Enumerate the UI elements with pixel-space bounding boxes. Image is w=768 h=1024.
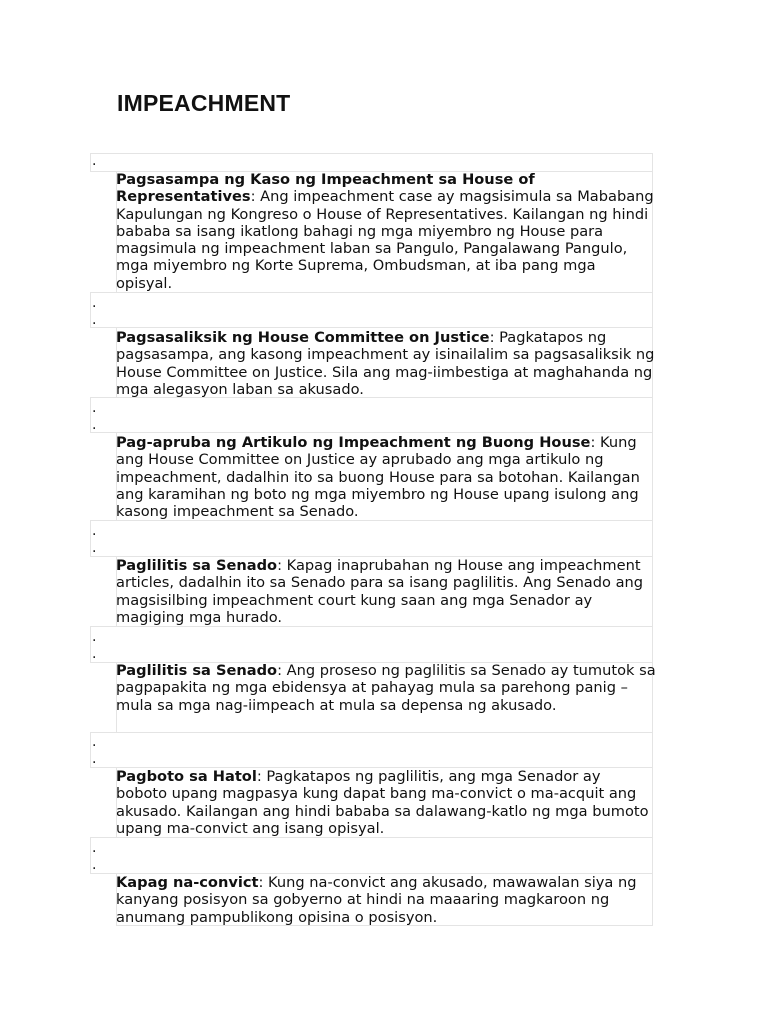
step-heading: Kapag na-convict bbox=[116, 874, 259, 891]
row-border bbox=[90, 292, 653, 328]
step-heading: Paglilitis sa Senado bbox=[116, 662, 278, 679]
bullet-dot: . bbox=[92, 629, 97, 645]
row-border bbox=[90, 397, 653, 433]
step-text: : Kung ang House Committee on Justice ay aprubado ang mga artikulo ng impeachment, dadalhin ito sa buong House para sa botohan. Kailangan ang karamihan ng boto ng mga miyembro ng House upang isulong ang kasong impeachment sa Senado. bbox=[116, 434, 640, 521]
step-heading: Pagsasaliksik ng House Committee on Justice bbox=[116, 329, 490, 346]
step-text: : Pagkatapos ng paglilitis, ang mga Senador ay boboto upang magpasya kung dapat bang ma-convict o ma-acquit ang akusado. Kailangan ang hindi bababa sa dalawang-katlo ng mga bumoto upang ma-convict ang isang opisyal. bbox=[116, 768, 649, 837]
bullet-dot: . bbox=[92, 295, 97, 311]
bullet-dot: . bbox=[92, 751, 97, 767]
row-border bbox=[90, 153, 653, 172]
bullet-dot: . bbox=[92, 417, 97, 433]
bullet-dot: . bbox=[92, 312, 97, 328]
bullet-dot: . bbox=[92, 857, 97, 873]
row-border bbox=[90, 837, 653, 874]
step-heading: Pagboto sa Hatol bbox=[116, 768, 257, 785]
step-heading: Pag-apruba ng Artikulo ng Impeachment ng Buong House bbox=[116, 434, 591, 451]
step-heading: Paglilitis sa Senado bbox=[116, 557, 278, 574]
step-text: : Kapag inaprubahan ng House ang impeachment articles, dadalhin ito sa Senado para sa isang paglilitis. Ang Senado ang magsisilbing impeachment court kung saan ang mga Senador ay magiging mga hurado. bbox=[116, 557, 644, 626]
bullet-dot: . bbox=[92, 646, 97, 662]
bullet-dot: . bbox=[92, 540, 97, 556]
bullet-dot: . bbox=[92, 734, 97, 750]
bullet-dot: . bbox=[92, 840, 97, 856]
step-text: : Pagkatapos ng pagsasampa, ang kasong impeachment ay isinailalim sa pagsasaliksik ng House Committee on Justice. Sila ang mag-iimbestiga at maghahanda ng mga alegasyon laban sa akusado. bbox=[116, 329, 655, 398]
step-heading: Pagsasampa ng Kaso ng Impeachment sa House of Representatives bbox=[116, 171, 535, 206]
step-paragraph bbox=[116, 434, 656, 520]
bullet-dot: . bbox=[92, 400, 97, 416]
step-paragraph bbox=[116, 662, 656, 714]
step-paragraph bbox=[116, 874, 656, 926]
bullet-dot: . bbox=[92, 523, 97, 539]
step-text: : Ang proseso ng paglilitis sa Senado ay tumutok sa pagpapakita ng mga ebidensya at pahayag mula sa parehong panig – mula sa mga nag-iimpeach at mula sa depensa ng akusado. bbox=[116, 662, 656, 714]
document-title: IMPEACHMENT bbox=[117, 90, 291, 116]
bullet-dot: . bbox=[92, 153, 97, 169]
step-paragraph bbox=[116, 171, 656, 292]
step-paragraph bbox=[116, 329, 656, 398]
row-border bbox=[90, 626, 653, 663]
step-paragraph bbox=[116, 557, 656, 626]
step-text: : Kung na-convict ang akusado, mawawalan siya ng kanyang posisyon sa gobyerno at hindi na maaaring magkaroon ng anumang pampublikong opisina o posisyon. bbox=[116, 874, 637, 926]
step-paragraph bbox=[116, 768, 656, 837]
row-border bbox=[90, 520, 653, 557]
row-border bbox=[90, 732, 653, 768]
step-text: : Ang impeachment case ay magsisimula sa Mababang Kapulungan ng Kongreso o House of Representatives. Kailangan ng hindi bababa sa isang ikatlong bahagi ng mga miyembro ng House para magsimula ng impeachment laban sa Pangulo, Pangalawang Pangulo, mga miyembro ng Korte Suprema, Ombudsman, at iba pang mga opisyal. bbox=[116, 188, 654, 292]
